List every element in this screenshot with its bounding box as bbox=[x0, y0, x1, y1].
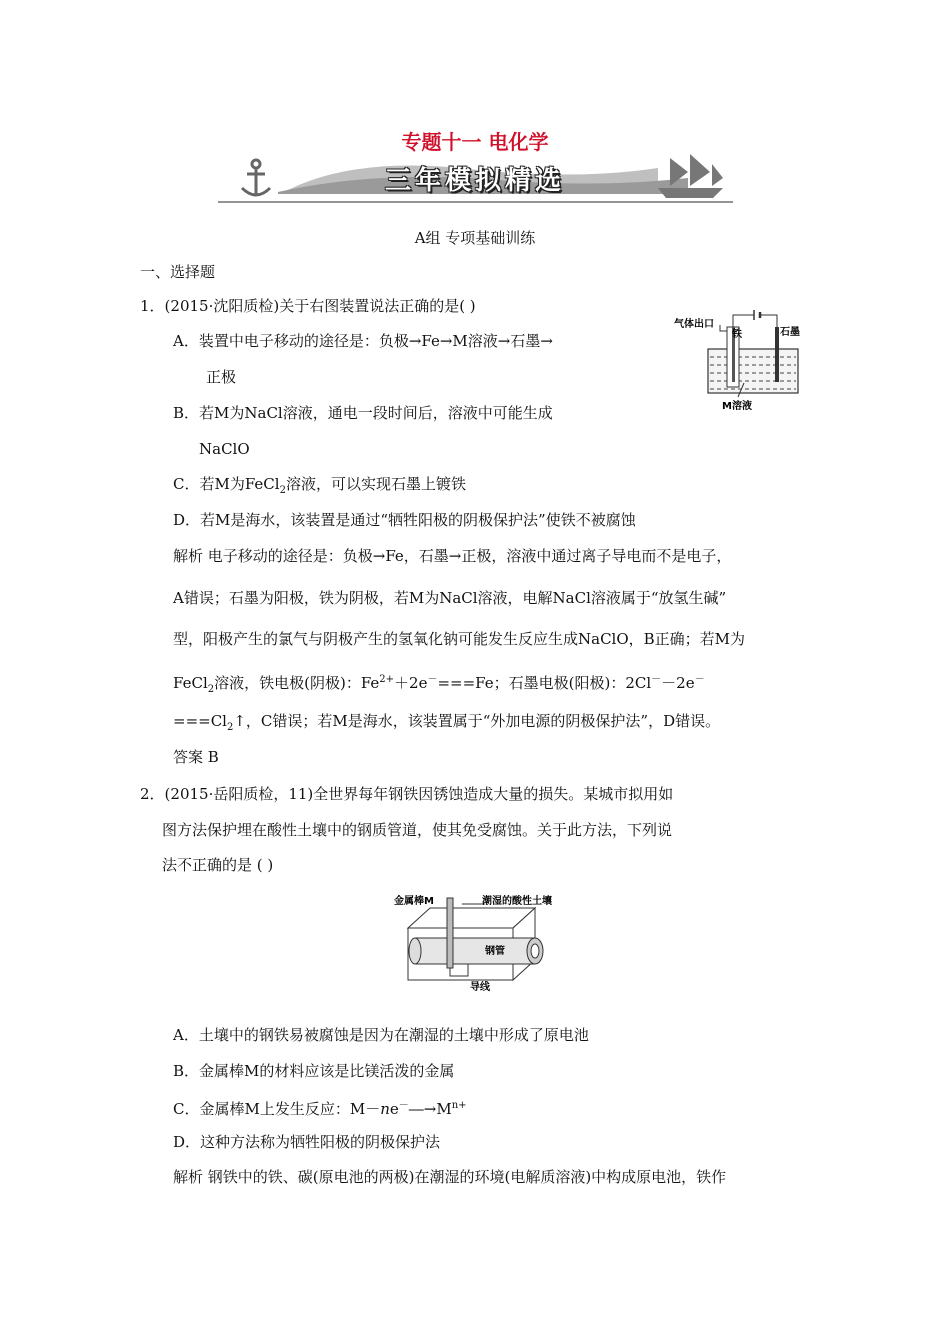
wire-label: 导线 bbox=[470, 982, 490, 993]
q1-option-c: C．若M为FeCl$_2$溶液，可以实现石墨上镀铁 bbox=[173, 475, 466, 496]
gas-outlet-label: 气体出口 bbox=[674, 319, 714, 330]
q1-answer: 答案 B bbox=[173, 748, 219, 766]
soil-label: 潮湿的酸性土壤 bbox=[482, 896, 552, 907]
q1-option-a-cont: 正极 bbox=[206, 368, 237, 386]
anchor-icon bbox=[242, 160, 270, 196]
q2-analysis-line1: 解析 钢铁中的铁、碳(原电池的两极)在潮湿的环境(电解质溶液)中构成原电池，铁作 bbox=[173, 1168, 727, 1186]
banner-title: 三年模拟精选 bbox=[384, 166, 565, 196]
graphite-label: 石墨 bbox=[780, 327, 800, 338]
q1-stem: 1．(2015·沈阳质检)关于右图装置说法正确的是( ) bbox=[140, 297, 476, 315]
q2-option-d: D．这种方法称为牺牲阳极的阴极保护法 bbox=[173, 1133, 441, 1151]
group-heading: A组 专项基础训练 bbox=[414, 229, 536, 247]
page-title: 专题十一 电化学 bbox=[401, 130, 549, 154]
section-heading: 一、选择题 bbox=[140, 263, 216, 281]
iron-label: 铁 bbox=[732, 329, 742, 340]
q1-option-a: A．装置中电子移动的途径是：负极→Fe→M溶液→石墨→ bbox=[173, 332, 553, 350]
q2-stem-line3: 法不正确的是 ( ) bbox=[162, 856, 274, 874]
q2-option-c: C．金属棒M上发生反应：$M-ne^-―\to M^{n+}$ bbox=[173, 1100, 467, 1118]
q2-option-b: B．金属棒M的材料应该是比镁活泼的金属 bbox=[173, 1062, 455, 1080]
q2-option-a: A．土壤中的钢铁易被腐蚀是因为在潮湿的土壤中形成了原电池 bbox=[173, 1026, 589, 1044]
q1-analysis-line4: FeCl$_2$溶液，铁电极(阴极)：$Fe^{2+}+2e^-===Fe$；石墨电极(阳极)：2Cl－－2e－ bbox=[173, 674, 705, 695]
q2-stem-line1: 2．(2015·岳阳质检，11)全世界每年钢铁因锈蚀造成大量的损失。某城市拟用如 bbox=[140, 785, 674, 803]
solution-label: M溶液 bbox=[722, 401, 752, 412]
q2-stem-line2: 图方法保护埋在酸性土壤中的钢质管道，使其免受腐蚀。关于此方法，下列说 bbox=[162, 821, 673, 839]
q1-analysis-line3: 型，阳极产生的氯气与阴极产生的氢氧化钠可能发生反应生成NaClO，B正确；若M为 bbox=[173, 630, 746, 648]
q1-option-b-cont: NaClO bbox=[199, 440, 250, 458]
q1-option-b: B．若M为NaCl溶液，通电一段时间后，溶液中可能生成 bbox=[173, 404, 553, 422]
pipe-label: 钢管 bbox=[485, 946, 505, 957]
q1-option-d: D．若M是海水，该装置是通过“牺牲阳极的阴极保护法”使铁不被腐蚀 bbox=[173, 511, 636, 529]
q2-figure bbox=[390, 888, 560, 993]
q1-figure bbox=[672, 305, 807, 415]
rod-label: 金属棒M bbox=[394, 896, 434, 907]
q1-analysis-line1: 解析 电子移动的途径是：负极→Fe，石墨→正极，溶液中通过离子导电而不是电子， bbox=[173, 547, 732, 565]
ship-icon bbox=[658, 154, 723, 198]
q1-analysis-line2: A错误；石墨为阳极，铁为阴极，若M为NaCl溶液，电解NaCl溶液属于“放氢生碱” bbox=[173, 589, 727, 607]
q1-analysis-line5: $===Cl_2↑$，C错误；若M是海水，该装置属于“外加电源的阴极保护法”，D错误。 bbox=[173, 712, 721, 733]
